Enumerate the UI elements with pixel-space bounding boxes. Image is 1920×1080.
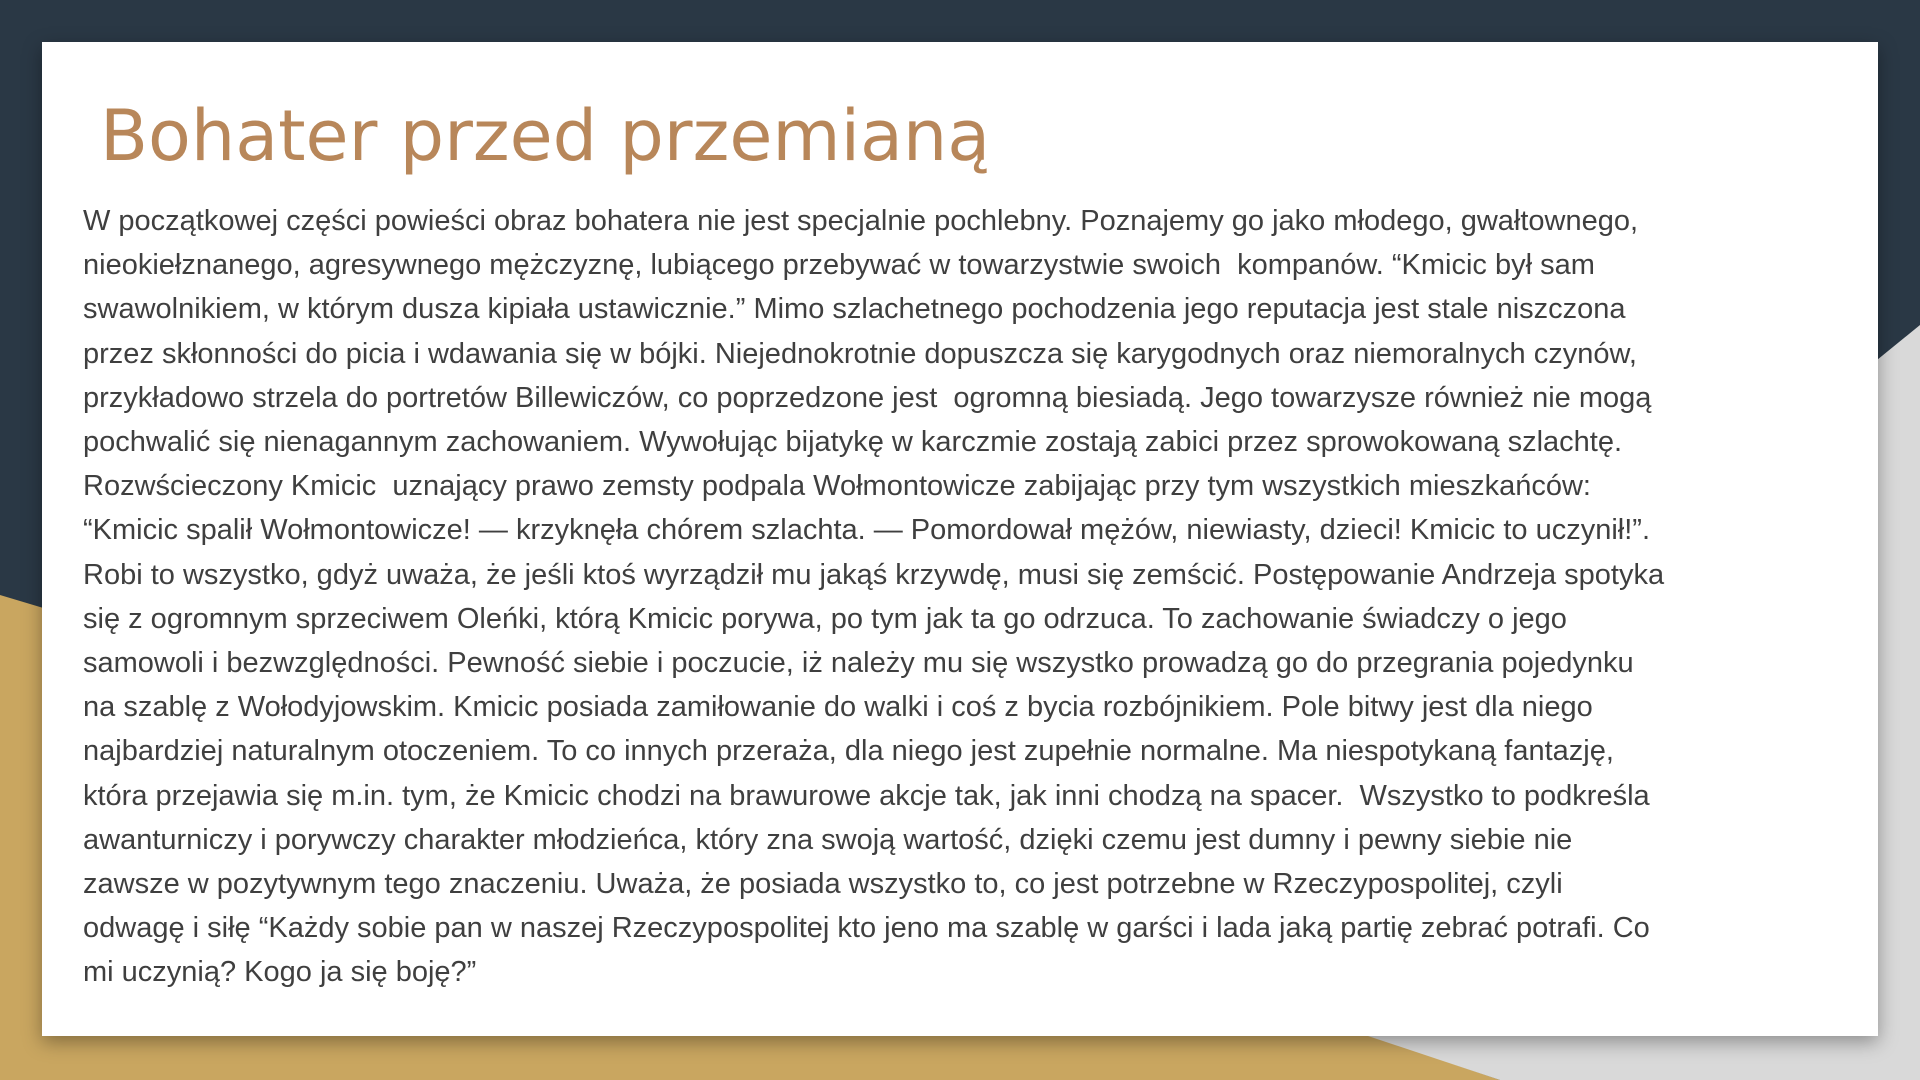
body-line: nieokiełznanego, agresywnego mężczyznę, lubiącego przebywać w towarzystwie swoich kompanów. “Kmicic był sam	[83, 249, 1595, 282]
body-line: która przejawia się m.in. tym, że Kmicic chodzi na brawurowe akcje tak, jak inni chodzą na spacer. Wszystko to podkreśla	[83, 779, 1650, 812]
body-line: na szablę z Wołodyjowskim. Kmicic posiada zamiłowanie do walki i coś z bycia rozbójnikiem. Pole bitwy jest dla niego	[83, 691, 1593, 724]
body-line: przez skłonności do picia i wdawania się w bójki. Niejednokrotnie dopuszcza się karygodnych oraz niemoralnych czynów,	[83, 337, 1637, 370]
slide-body	[83, 199, 1863, 995]
body-line: W początkowej części powieści obraz bohatera nie jest specjalnie pochlebny. Poznajemy go jako młodego, gwałtownego,	[83, 205, 1639, 237]
body-line: się z ogromnym sprzeciwem Oleńki, którą Kmicic porywa, po tym jak ta go odrzuca. To zachowanie świadczy o jego	[83, 602, 1567, 635]
body-line: mi uczynią? Kogo ja się boję?”	[83, 956, 477, 989]
body-line: swawolnikiem, w którym dusza kipiała ustawicznie.” Mimo szlachetnego pochodzenia jego reputacja jest stale niszczona	[83, 293, 1626, 326]
body-line: zawsze w pozytywnym tego znaczeniu. Uważa, że posiada wszystko to, co jest potrzebne w Rzeczypospolitej, czyli	[83, 868, 1563, 901]
body-line: przykładowo strzela do portretów Billewiczów, co poprzedzone jest ogromną biesiadą. Jego towarzysze również nie mogą	[83, 381, 1652, 414]
body-line: awanturniczy i porywczy charakter młodzieńca, który zna swoją wartość, dzięki czemu jest dumny i pewny siebie nie	[83, 823, 1573, 856]
body-line: Robi to wszystko, gdyż uważa, że jeśli ktoś wyrządził mu jakąś krzywdę, musi się zemścić. Postępowanie Andrzeja spotyka	[83, 558, 1665, 591]
body-line: samowoli i bezwzględności. Pewność siebie i poczucie, iż należy mu się wszystko prowadzą go do przegrania pojedynku	[83, 647, 1634, 680]
body-line: najbardziej naturalnym otoczeniem. To co innych przeraża, dla niego jest zupełnie normalne. Ma niespotykaną fantazję,	[83, 735, 1614, 768]
body-line: pochwalić się nienagannym zachowaniem. Wywołując bijatykę w karczmie zostają zabici przez sprowokowaną szlachtę.	[83, 426, 1623, 459]
slide-title: Bohater przed przemianą	[100, 95, 991, 177]
body-line: Rozwścieczony Kmicic uznający prawo zemsty podpala Wołmontowicze zabijając przy tym wszystkich mieszkańców:	[83, 470, 1591, 503]
body-line: “Kmicic spalił Wołmontowicze! — krzyknęła chórem szlachta. — Pomordował mężów, niewiasty, dzieci! Kmicic to uczynił!”.	[83, 514, 1651, 547]
slide-card	[42, 42, 1878, 1036]
body-line: odwagę i siłę “Każdy sobie pan w naszej Rzeczypospolitej kto jeno ma szablę w garści i lada jaką partię zebrać potrafi. Co	[83, 912, 1650, 945]
